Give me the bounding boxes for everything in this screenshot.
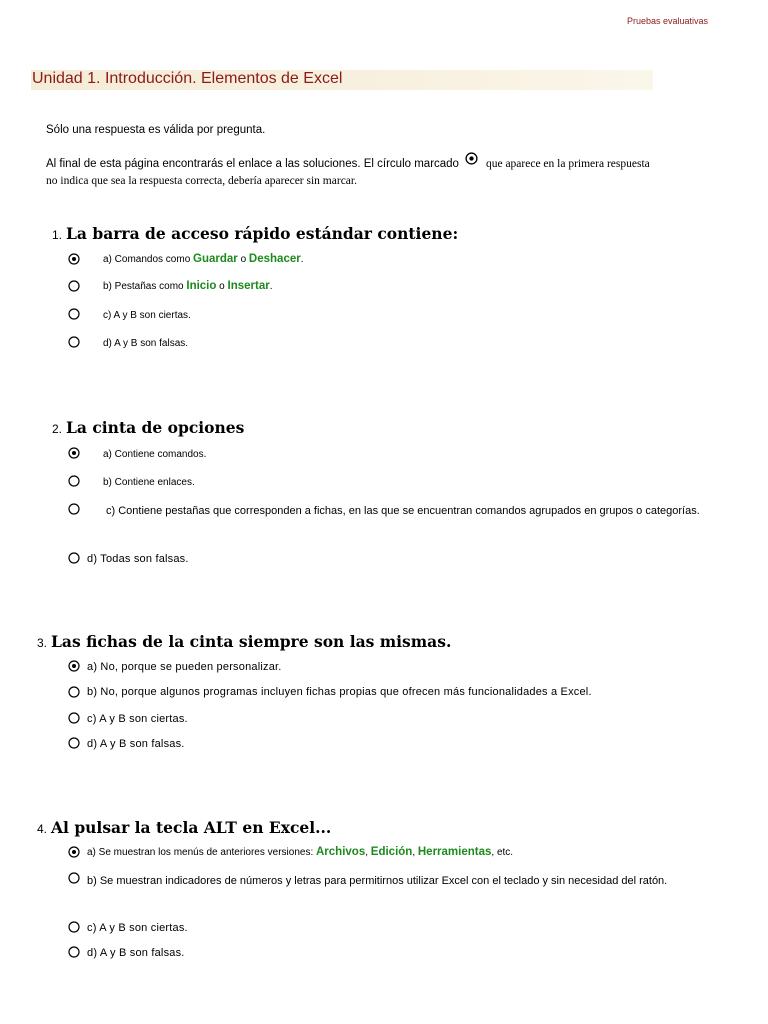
- question-2-heading: 2. La cinta de opciones: [52, 418, 245, 437]
- q2-a-radio[interactable]: [68, 447, 80, 459]
- q4-a-radio[interactable]: [68, 846, 80, 858]
- q4-c-radio[interactable]: [68, 921, 80, 933]
- q2-d-radio[interactable]: [68, 552, 80, 564]
- q1-c-label: c) A y B son ciertas.: [103, 310, 191, 321]
- q3-d-label: d) A y B son falsas.: [87, 738, 185, 750]
- intro-paragraph: [46, 155, 650, 189]
- q4-d-label: d) A y B son falsas.: [87, 947, 185, 959]
- q4-a-label: a) Se muestran los menús de anteriores versiones: Archivos, Edición, Herramientas, etc.: [87, 846, 514, 858]
- question-3-heading: 3. Las fichas de la cinta siempre son las mismas.: [37, 632, 452, 651]
- q2-b-label: b) Contiene enlaces.: [103, 477, 195, 488]
- q3-b-label: b) No, porque algunos programas incluyen fichas propias que ofrecen más funcionalidades a Excel.: [87, 686, 592, 698]
- q1-b-label: b) Pestañas como Inicio o Insertar.: [103, 280, 273, 292]
- q3-c-radio[interactable]: [68, 712, 80, 724]
- intro-line-1: Sólo una respuesta es válida por pregunta.: [46, 124, 266, 136]
- q4-d-radio[interactable]: [68, 946, 80, 958]
- q1-a-label: a) Comandos como Guardar o Deshacer.: [103, 253, 304, 265]
- q1-c-radio[interactable]: [68, 308, 80, 320]
- q3-a-label: a) No, porque se pueden personalizar.: [87, 661, 282, 673]
- q2-c-label: c) Contiene pestañas que corresponden a fichas, en las que se encuentran comandos agrupados en grupos o categorías.: [106, 505, 700, 517]
- q3-c-label: c) A y B son ciertas.: [87, 713, 188, 725]
- header-label: Pruebas evaluativas: [627, 16, 709, 26]
- q3-a-radio[interactable]: [68, 660, 80, 672]
- q3-b-radio[interactable]: [68, 686, 80, 698]
- intro-line-2a: Al final de esta página encontrarás el enlace a las soluciones. El círculo marcado: [46, 158, 459, 171]
- q4-b-label: b) Se muestran indicadores de números y letras para permitirnos utilizar Excel con el teclado y sin necesidad del ratón.: [87, 875, 668, 887]
- intro-line-3: no indica que sea la respuesta correcta, debería aparecer sin marcar.: [46, 175, 357, 187]
- q2-a-label: a) Contiene comandos.: [103, 449, 207, 460]
- intro-line-2b: que aparece en la primera respuesta: [485, 158, 650, 171]
- q1-d-label: d) A y B son falsas.: [103, 338, 189, 349]
- radio-checked-icon: [465, 152, 478, 170]
- q1-b-radio[interactable]: [68, 280, 80, 292]
- q2-d-label: d) Todas son falsas.: [87, 553, 189, 565]
- q2-b-radio[interactable]: [68, 475, 80, 487]
- q3-d-radio[interactable]: [68, 737, 80, 749]
- page-title: Unidad 1. Introducción. Elementos de Excel: [32, 70, 343, 87]
- q1-a-radio[interactable]: [68, 253, 80, 265]
- q1-d-radio[interactable]: [68, 336, 80, 348]
- question-4-heading: 4. Al pulsar la tecla ALT en Excel...: [37, 818, 332, 837]
- question-1-heading: 1. La barra de acceso rápido estándar contiene:: [52, 224, 459, 243]
- q4-c-label: c) A y B son ciertas.: [87, 922, 188, 934]
